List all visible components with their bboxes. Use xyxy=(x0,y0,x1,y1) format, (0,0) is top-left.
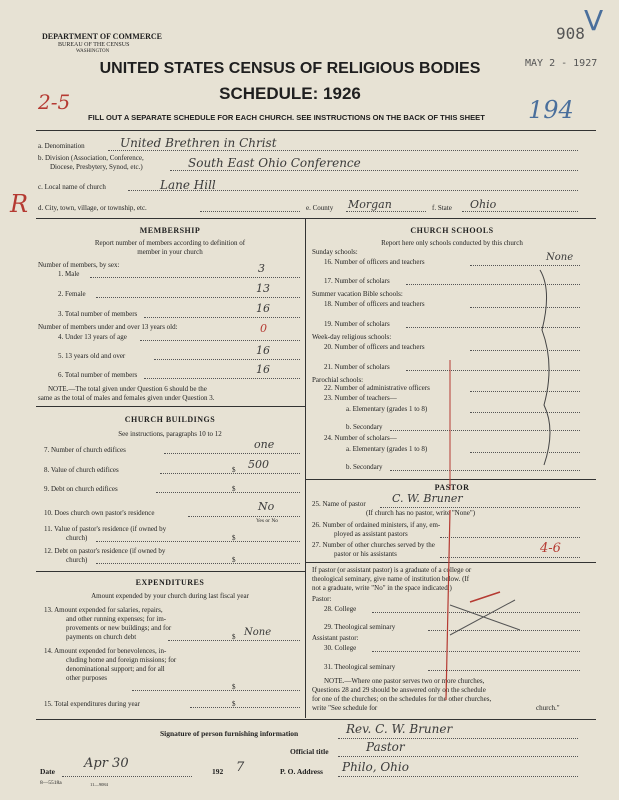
q8-label: 8. Value of church edifices xyxy=(44,466,119,474)
q5-line xyxy=(154,359,300,360)
division-line xyxy=(170,170,578,171)
q13-label: 13. Amount expended for salaries, repairs, xyxy=(44,606,163,614)
q12-label: 12. Debt on pastor's residence (if owned by xyxy=(44,547,166,555)
margin-mark: R xyxy=(10,190,29,218)
q13-dollar: $ xyxy=(232,633,236,641)
q25-label: 25. Name of pastor xyxy=(312,500,366,508)
po-address-value: Philo, Ohio xyxy=(342,760,409,774)
q8-dollar: $ xyxy=(232,466,236,474)
by-sex-label: Number of members, by sex: xyxy=(38,261,120,269)
red-tick xyxy=(470,592,500,602)
denomination-label: a. Denomination xyxy=(38,142,85,150)
stamp-date: MAY 2 - 1927 xyxy=(525,58,598,69)
county-label: e. County xyxy=(306,204,334,212)
q12-dollar: $ xyxy=(232,556,236,564)
check-mark-icon: V xyxy=(584,4,604,37)
q26-label-2: ployed as assistant pastors xyxy=(334,530,408,538)
bureau-label: BUREAU OF THE CENSUS xyxy=(58,42,130,48)
q31-label: 31. Theological seminary xyxy=(324,663,396,671)
pencil-number-right: 194 xyxy=(528,96,574,124)
q26-label: 26. Number of ordained ministers, if any, em- xyxy=(312,521,441,529)
city-town-label: d. City, town, village, or township, etc. xyxy=(38,204,147,212)
pastor-heading: PASTOR xyxy=(434,483,470,492)
q23-label: 23. Number of teachers— xyxy=(324,394,397,402)
schools-intro: Report here only schools conducted by this church xyxy=(381,239,523,247)
po-address-label: P. O. Address xyxy=(280,767,323,776)
graduate-note-3: not a graduate, write "No" in the space indicated.) xyxy=(312,584,452,592)
q13-label-4: payments on church debt xyxy=(66,633,137,641)
q6-value: 16 xyxy=(256,363,270,376)
q24b-label: b. Secondary xyxy=(346,463,383,471)
fields-rule xyxy=(36,218,596,219)
pencil-number-left: 2-5 xyxy=(38,90,71,114)
q1-label: 1. Male xyxy=(58,270,80,278)
q9-line xyxy=(156,492,300,493)
form-instruction: FILL OUT A SEPARATE SCHEDULE FOR EACH CHURCH. SEE INSTRUCTIONS ON THE BACK OF THIS SHEET xyxy=(88,113,485,122)
signature-value: Rev. C. W. Bruner xyxy=(346,722,453,736)
q1-line xyxy=(90,277,300,278)
q14-dollar: $ xyxy=(232,683,236,691)
pastor-note-1: NOTE.—Where one pastor serves two or more churches, xyxy=(324,677,485,685)
state-value: Ohio xyxy=(470,198,497,211)
membership-intro: Report number of members according to definition of xyxy=(94,239,246,247)
form-title: UNITED STATES CENSUS OF RELIGIOUS BODIES xyxy=(99,60,481,77)
q9-label: 9. Debt on church edifices xyxy=(44,485,118,493)
q4-line xyxy=(140,340,300,341)
state-line xyxy=(462,211,578,212)
cross-mark xyxy=(450,600,520,635)
q12-line xyxy=(96,563,300,564)
po-address-line xyxy=(338,776,578,777)
summer-schools-label: Summer vacation Bible schools: xyxy=(312,290,403,298)
q4-value: 0 xyxy=(260,322,267,335)
q11-label: 11. Value of pastor's residence (if owned by xyxy=(44,525,167,533)
q24-label: 24. Number of scholars— xyxy=(324,434,397,442)
q25-hint: (If church has no pastor, write "None") xyxy=(366,509,476,517)
q12-label-2: church) xyxy=(66,556,88,564)
weekday-schools-label: Week-day religious schools: xyxy=(312,333,392,341)
stamp-number: 908 xyxy=(556,24,585,43)
membership-note-2: same as the total of males and females given under Question 3. xyxy=(38,394,215,402)
state-label: f. State xyxy=(432,204,452,212)
q6-label: 6. Total number of members xyxy=(58,371,138,379)
q1-value: 3 xyxy=(258,262,265,275)
brace-mark xyxy=(540,270,550,465)
q5-value: 16 xyxy=(256,344,270,357)
official-title-value: Pastor xyxy=(366,740,405,754)
q14-label-3: denominational support; and for all xyxy=(66,665,165,673)
q3-label: 3. Total number of members xyxy=(58,310,138,318)
q10-label: 10. Does church own pastor's residence xyxy=(44,509,155,517)
membership-rule xyxy=(36,406,305,407)
parochial-schools-label: Parochial schools: xyxy=(312,376,364,384)
pen-annotations xyxy=(300,220,610,720)
q20-label: 20. Number of officers and teachers xyxy=(324,343,425,351)
local-name-label: c. Local name of church xyxy=(38,183,106,191)
q4-label: 4. Under 13 years of age xyxy=(58,333,127,341)
expenditures-intro: Amount expended by your church during last fiscal year xyxy=(91,592,249,600)
graduate-note-2: theological seminary, give name of institution below. (If xyxy=(312,575,470,583)
q7-line xyxy=(164,453,300,454)
q27-value: 4-6 xyxy=(540,541,561,556)
signature-label: Signature of person furnishing information xyxy=(160,729,299,738)
header-rule xyxy=(36,130,596,131)
pastor-note-4b: church." xyxy=(536,704,560,712)
division-label-2: Diocese, Presbytery, Synod, etc.) xyxy=(50,163,143,171)
q16-value: None xyxy=(546,252,574,263)
q7-value: one xyxy=(254,438,275,451)
q14-label-2: cluding home and foreign missions; for xyxy=(66,656,177,664)
q29-label: 29. Theological seminary xyxy=(324,623,396,631)
q9-dollar: $ xyxy=(232,485,236,493)
q15-label: 15. Total expenditures during year xyxy=(44,700,140,708)
buildings-rule xyxy=(36,571,305,572)
city-town-line xyxy=(200,211,300,212)
print-number: 11—9084 xyxy=(90,782,108,787)
q28-label: 28. College xyxy=(324,605,357,613)
pastor-note-4: write "See schedule for xyxy=(312,704,378,712)
q14-label: 14. Amount expended for benevolences, in- xyxy=(44,647,167,655)
city-label: WASHINGTON xyxy=(76,49,110,54)
county-line xyxy=(346,211,426,212)
membership-heading: MEMBERSHIP xyxy=(139,226,201,235)
q10-value: No xyxy=(258,500,275,513)
q16-label: 16. Number of officers and teachers xyxy=(324,258,425,266)
graduate-note-1: If pastor (or assistant pastor) is a graduate of a college or xyxy=(312,566,472,574)
date-value: Apr 30 xyxy=(84,756,129,771)
q3-value: 16 xyxy=(256,302,270,315)
q2-label: 2. Female xyxy=(58,290,86,298)
q7-label: 7. Number of church edifices xyxy=(44,446,126,454)
local-name-value: Lane Hill xyxy=(160,178,216,192)
q14-label-4: other purposes xyxy=(66,674,108,682)
q22-label: 22. Number of administrative officers xyxy=(324,384,430,392)
q18-label: 18. Number of officers and teachers xyxy=(324,300,425,308)
q27-label: 27. Number of other churches served by the xyxy=(312,541,435,549)
q3-line xyxy=(144,317,300,318)
q13-line xyxy=(168,640,300,641)
year-value: 7 xyxy=(236,760,245,775)
official-title-line xyxy=(338,756,578,757)
red-pencil-line xyxy=(446,510,450,700)
q30-label: 30. College xyxy=(324,644,357,652)
q13-value: None xyxy=(244,627,272,638)
official-title-label: Official title xyxy=(290,747,329,756)
q19-label: 19. Number of scholars xyxy=(324,320,390,328)
q15-line xyxy=(190,707,300,708)
q11-label-2: church) xyxy=(66,534,88,542)
division-label: b. Division (Association, Conference, xyxy=(38,154,144,162)
signature-line xyxy=(338,738,578,739)
sunday-schools-label: Sunday schools: xyxy=(312,248,358,256)
expenditures-heading: EXPENDITURES xyxy=(135,578,205,587)
q2-line xyxy=(96,297,300,298)
schools-heading: CHURCH SCHOOLS xyxy=(410,226,494,235)
q11-line xyxy=(96,541,300,542)
form-number: 8—5518a xyxy=(40,780,62,786)
denomination-line xyxy=(108,150,578,151)
buildings-intro: See instructions, paragraphs 10 to 12 xyxy=(118,430,222,438)
q6-line xyxy=(144,378,300,379)
age-label: Number of members under and over 13 years old: xyxy=(38,323,178,331)
q10-line xyxy=(188,516,300,517)
q13-label-2: and other running expenses; for im- xyxy=(66,615,167,623)
q11-dollar: $ xyxy=(232,534,236,542)
date-line xyxy=(62,776,192,777)
pastor-note-3: for one of the churches; on the schedules for the other churches, xyxy=(312,695,492,703)
q21-label: 21. Number of scholars xyxy=(324,363,390,371)
form-subtitle: SCHEDULE: 1926 xyxy=(219,84,361,103)
county-value: Morgan xyxy=(348,198,392,211)
q14-line xyxy=(132,690,300,691)
q27-label-2: pastor or his assistants xyxy=(334,550,397,558)
membership-intro-2: member in your church xyxy=(137,248,203,256)
department-label: DEPARTMENT OF COMMERCE xyxy=(42,32,163,41)
q5-label: 5. 13 years old and over xyxy=(58,352,126,360)
q8-line xyxy=(160,473,300,474)
year-prefix: 192 xyxy=(212,767,224,776)
division-value: South East Ohio Conference xyxy=(188,156,361,170)
buildings-heading: CHURCH BUILDINGS xyxy=(124,415,216,424)
assistant-sub-label: Assistant pastor: xyxy=(312,634,359,642)
q24a-label: a. Elementary (grades 1 to 8) xyxy=(346,445,428,453)
q23b-label: b. Secondary xyxy=(346,423,383,431)
pastor-note-2: Questions 28 and 29 should be answered only on the schedule xyxy=(312,686,486,694)
q8-value: 500 xyxy=(248,458,269,471)
q2-value: 13 xyxy=(256,282,270,295)
denomination-value: United Brethren in Christ xyxy=(120,136,277,150)
q23a-label: a. Elementary (grades 1 to 8) xyxy=(346,405,428,413)
footer-rule xyxy=(36,719,596,720)
q15-dollar: $ xyxy=(232,700,236,708)
pastor-sub-label: Pastor: xyxy=(312,595,332,603)
q25-value: C. W. Bruner xyxy=(392,492,463,505)
q13-label-3: provements or new buildings; and for xyxy=(66,624,172,632)
membership-note: NOTE.—The total given under Question 6 should be the xyxy=(48,385,207,393)
date-label: Date xyxy=(40,767,55,776)
yes-no-hint: Yes or No xyxy=(256,518,279,524)
q17-label: 17. Number of scholars xyxy=(324,277,390,285)
